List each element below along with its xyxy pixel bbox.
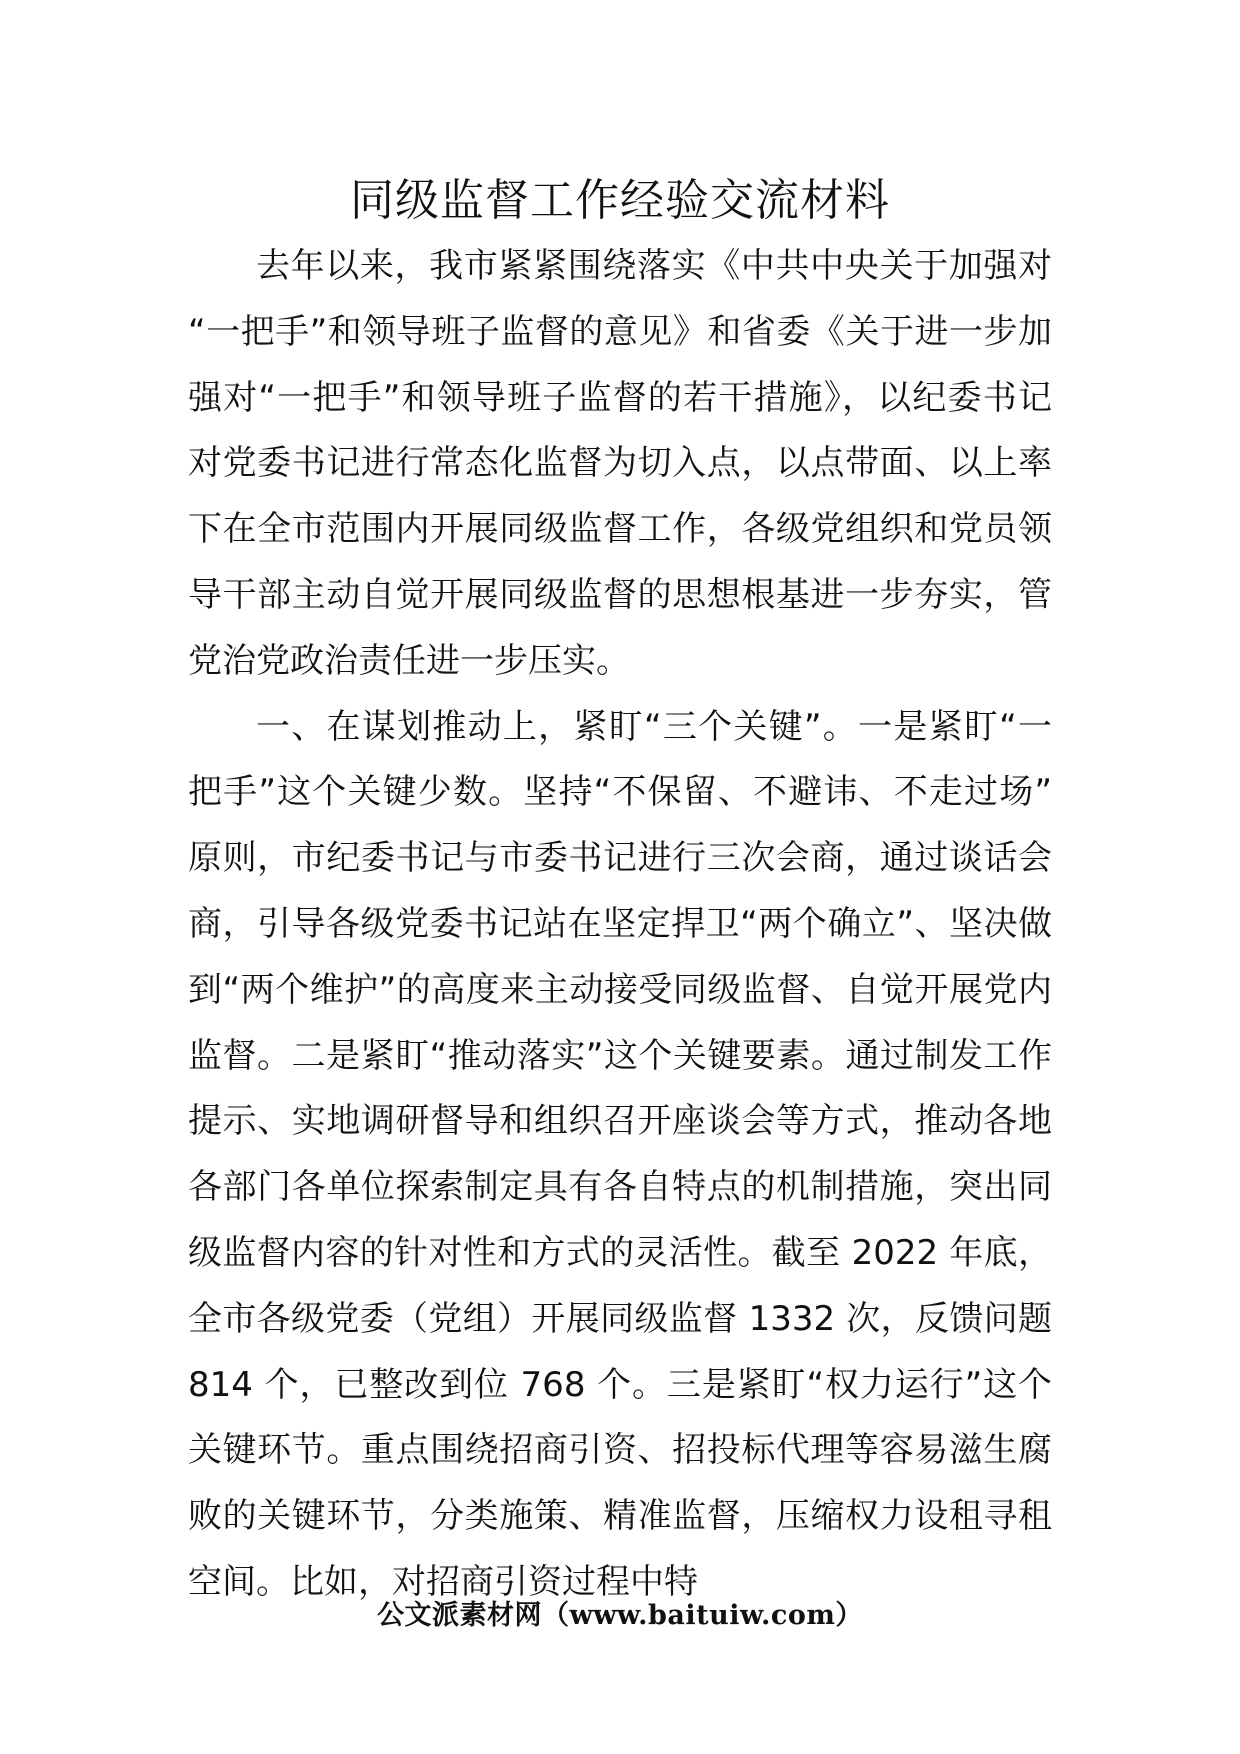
paragraph-section-one: 一、在谋划推动上，紧盯“三个关键”。一是紧盯“一把手”这个关键少数。坚持“不保留、不避讳、不走过场”原则，市纪委书记与市委书记进行三次会商，通过谈话会商，引导各级党委书记站在坚定捍卫“两个确立”、坚决做到“两个维护”的高度来主动接受同级监督、自觉开展党内监督。二是紧盯“推动落实”这个关键要素。通过制发工作提示、实地调研督导和组织召开座谈会等方式，推动各地各部门各单位探索制定具有各自特点的机制措施，突出同级监督内容的针对性和方式的灵活性。截至 2022 年底，全市各级党委（党组）开展同级监督 1332 次，反馈问题 814 个，已整改到位 768 个。三是紧盯“权力运行”这个关键环节。重点围绕招商引资、招投标代理等容易滋生腐败的关键环节，分类施策、精准监督，压缩权力设租寻租空间。比如，对招商引资过程中特 [188, 706, 1052, 1602]
paragraph-intro: 去年以来，我市紧紧围绕落实《中共中央关于加强对“一把手”和领导班子监督的意见》和省委《关于进一步加强对“一把手”和领导班子监督的若干措施》，以纪委书记对党委书记进行常态化监督为切入点，以点带面、以上率下在全市范围内开展同级监督工作，各级党组织和党员领导干部主动自觉开展同级监督的思想根基进一步夯实，管党治党政治责任进一步压实。 [188, 246, 1052, 681]
footer-watermark: 公文派素材网（www.baituiw.com） [377, 1600, 863, 1631]
document-title: 同级监督工作经验交流材料 [350, 175, 890, 226]
document-body [188, 234, 1052, 1616]
